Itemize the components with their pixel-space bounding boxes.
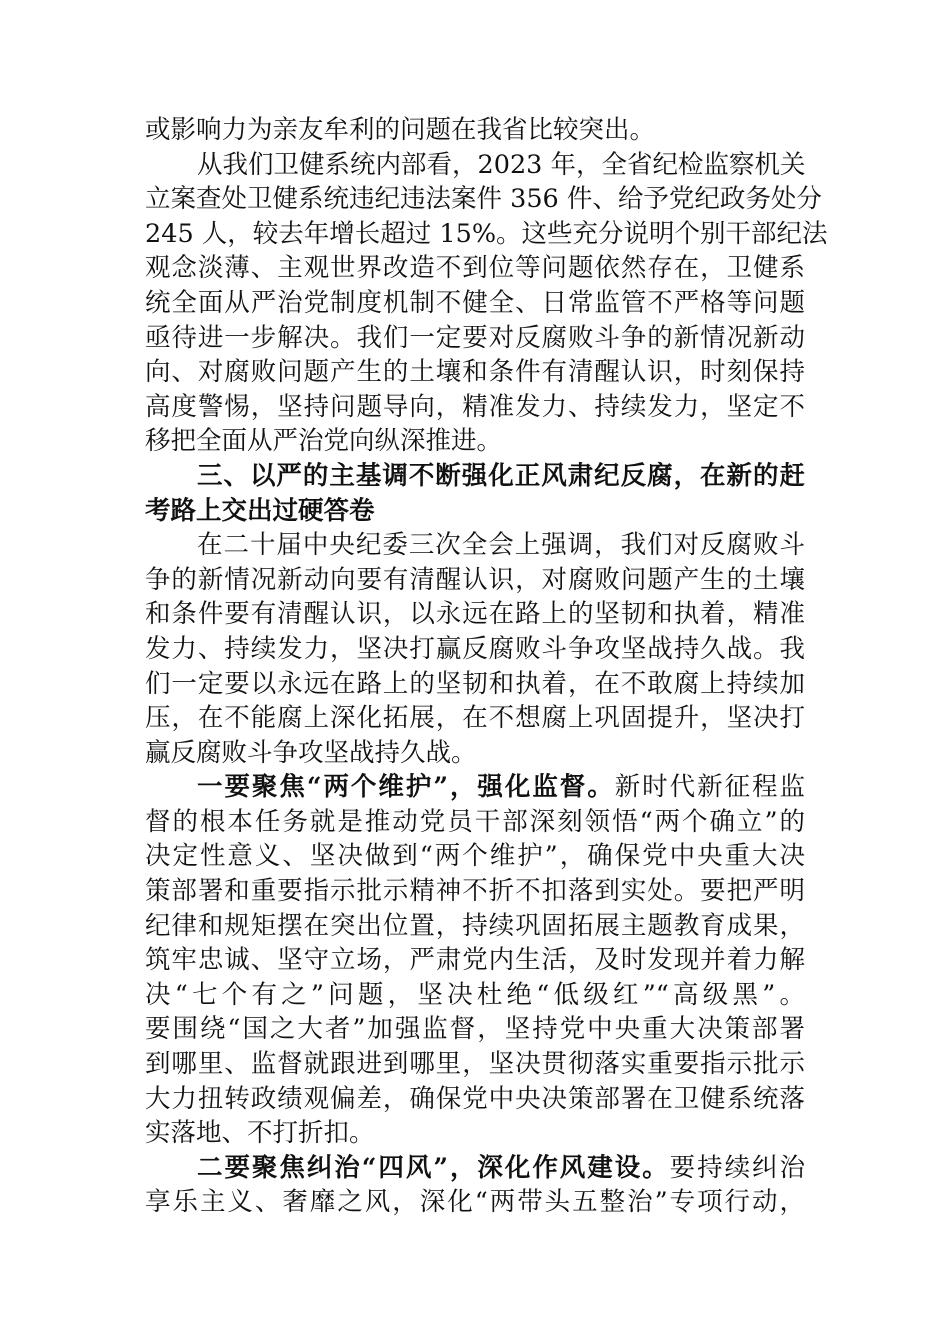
text-line	[145, 1151, 805, 1186]
document-body	[145, 113, 828, 1220]
text-line: 在二十届中央纪委三次全会上强调，我们对反腐败斗	[197, 530, 805, 561]
point-lead-bold: 二要聚焦纠治“四风”，深化作风建设。	[197, 1152, 670, 1183]
text-line: 策部署和重要指示批示精神不折不扣落到实处。要把严明	[145, 876, 805, 907]
text-line: 筑牢忠诚、坚守立场，严肃党内生活，及时发现并着力解	[145, 945, 805, 976]
heading-line: 考路上交出过硬答卷	[145, 495, 375, 526]
paragraph-first-point	[145, 770, 805, 1151]
point-lead-rest: 新时代新征程监	[614, 772, 805, 803]
text-line: 和条件要有清醒认识，以永远在路上的坚韧和执着，精准	[145, 599, 805, 630]
text-line: 观念淡薄、主观世界改造不到位等问题依然存在，卫健系	[145, 253, 805, 284]
paragraph-statistics	[145, 148, 828, 459]
text-line: 245 人，较去年增长超过 15%。这些充分说明个别干部纪法	[145, 218, 828, 249]
text-line: 要围绕“国之大者”加强监督，坚持党中央重大决策部署	[145, 1014, 805, 1045]
text-line: 争的新情况新动向要有清醒认识，对腐败问题产生的土壤	[145, 564, 805, 595]
text-line: 享乐主义、奢靡之风，深化“两带头五整治”专项行动，	[145, 1187, 805, 1218]
text-line: 到哪里、监督就跟进到哪里，坚决贯彻落实重要指示批示	[145, 1049, 805, 1080]
paragraph-second-point	[145, 1151, 805, 1220]
text-line: 移把全面从严治党向纵深推进。	[145, 426, 503, 457]
text-line: 亟待进一步解决。我们一定要对反腐败斗争的新情况新动	[145, 322, 805, 353]
text-line: 向、对腐败问题产生的土壤和条件有清醒认识，时刻保持	[145, 357, 805, 388]
text-line: 发力、持续发力，坚决打赢反腐败斗争攻坚战持久战。我	[145, 633, 805, 664]
point-lead-bold: 一要聚焦“两个维护”，强化监督。	[197, 772, 615, 803]
text-line: 赢反腐败斗争攻坚战持久战。	[145, 737, 477, 768]
paragraph-intro-end	[145, 113, 805, 148]
heading-line: 三、以严的主基调不断强化正风肃纪反腐，在新的赶	[197, 460, 805, 491]
text-line: 们一定要以永远在路上的坚韧和执着，在不敢腐上持续加	[145, 668, 805, 699]
text-line: 大力扭转政绩观偏差，确保党中央决策部署在卫健系统落	[145, 1083, 805, 1114]
text-line: 统全面从严治党制度机制不健全、日常监管不严格等问题	[145, 287, 805, 318]
text-line: 压，在不能腐上深化拓展，在不想腐上巩固提升，坚决打	[145, 703, 805, 734]
text-line: 督的根本任务就是推动党员干部深刻领悟“两个确立”的	[145, 806, 805, 837]
paragraph-plenary	[145, 528, 805, 770]
text-line: 高度警惕，坚持问题导向，精准发力、持续发力，坚定不	[145, 391, 805, 422]
text-line: 或影响力为亲友牟利的问题在我省比较突出。	[145, 115, 656, 145]
section-heading-3	[145, 459, 805, 528]
text-line: 立案查处卫健系统违纪违法案件 356 件、给予党纪政务处分	[145, 184, 822, 215]
point-lead-rest: 要持续纠治	[669, 1152, 805, 1183]
text-line: 决定性意义、坚决做到“两个维护”，确保党中央重大决	[145, 841, 805, 872]
text-line	[145, 770, 805, 805]
text-line: 纪律和规矩摆在突出位置，持续巩固拓展主题教育成果，	[145, 910, 805, 941]
text-line: 实落地、不打折扣。	[145, 1118, 375, 1149]
text-line: 从我们卫健系统内部看，2023 年，全省纪检监察机关	[197, 149, 806, 180]
text-line: 决“七个有之”问题，坚决杜绝“低级红”“高级黑”。	[145, 979, 805, 1010]
